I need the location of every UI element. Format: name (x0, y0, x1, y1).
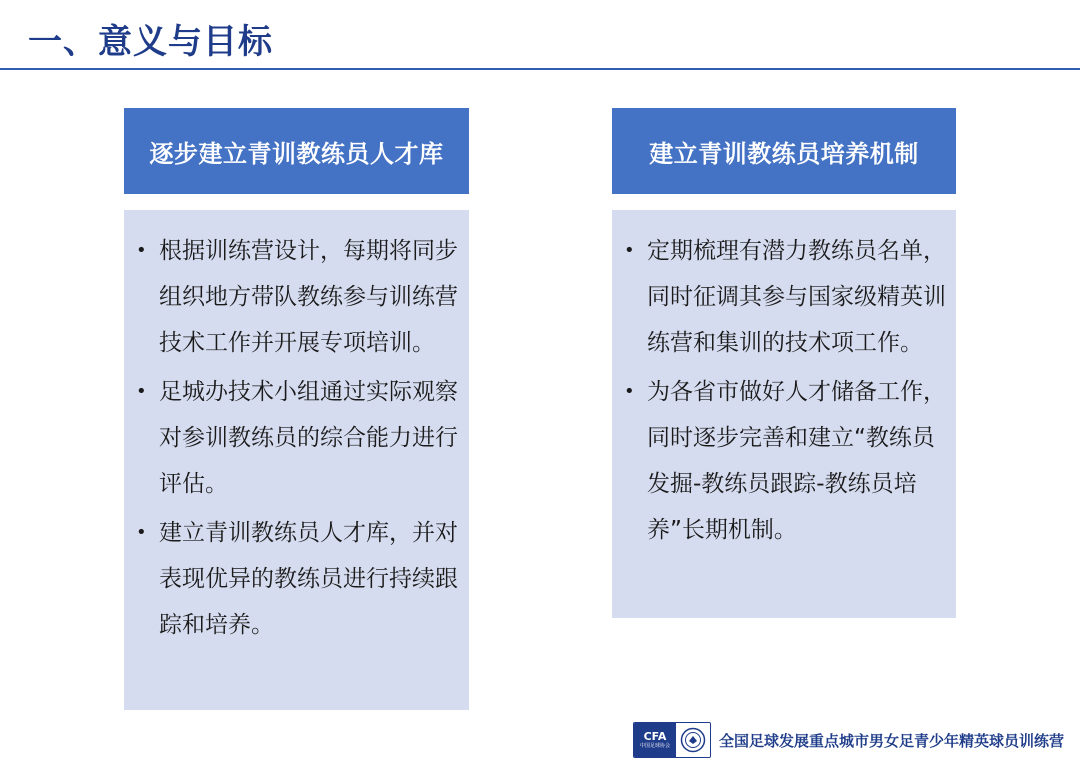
list-item (124, 369, 459, 507)
list-item-text: 根据训练营设计，每期将同步组织地方带队教练参与训练营技术工作并开展专项培训。 (159, 238, 458, 356)
emblem-icon (676, 723, 710, 757)
title-divider (0, 68, 1080, 70)
list-item-text: 建立青训教练员人才库，并对表现优异的教练员进行持续跟踪和培养。 (159, 520, 458, 638)
list-item (612, 369, 946, 553)
right-column-header: 建立青训教练员培养机制 (612, 108, 956, 194)
footer (633, 722, 1064, 758)
list-item-text: 定期梳理有潜力教练员名单，同时征调其参与国家级精英训练营和集训的技术项工作。 (647, 238, 946, 356)
right-column-body (612, 210, 956, 618)
page-title: 一、意义与目标 (28, 22, 273, 62)
list-item-text: 足城办技术小组通过实际观察对参训教练员的综合能力进行评估。 (159, 379, 458, 497)
bullet-icon: • (624, 381, 635, 402)
bullet-icon: • (136, 240, 147, 261)
bullet-icon: • (136, 381, 147, 402)
list-item-text: 为各省市做好人才储备工作，同时逐步完善和建立“教练员发掘-教练员跟踪-教练员培养”长期机制。 (647, 379, 946, 543)
list-item (612, 228, 946, 366)
left-bullet-list (124, 228, 459, 648)
cfa-logo-subtext: 中国足球协会 (639, 742, 670, 749)
cfa-logo-text: CFA (643, 729, 667, 743)
left-column-body (124, 210, 469, 710)
cfa-logo-mark (634, 723, 676, 757)
list-item (124, 510, 459, 648)
footer-text: 全国足球发展重点城市男女足青少年精英球员训练营 (718, 731, 1064, 750)
bullet-icon: • (624, 240, 635, 261)
cfa-logo (633, 722, 711, 758)
bullet-icon: • (136, 522, 147, 543)
left-column-header: 逐步建立青训教练员人才库 (124, 108, 469, 194)
list-item (124, 228, 459, 366)
right-bullet-list (612, 228, 946, 553)
